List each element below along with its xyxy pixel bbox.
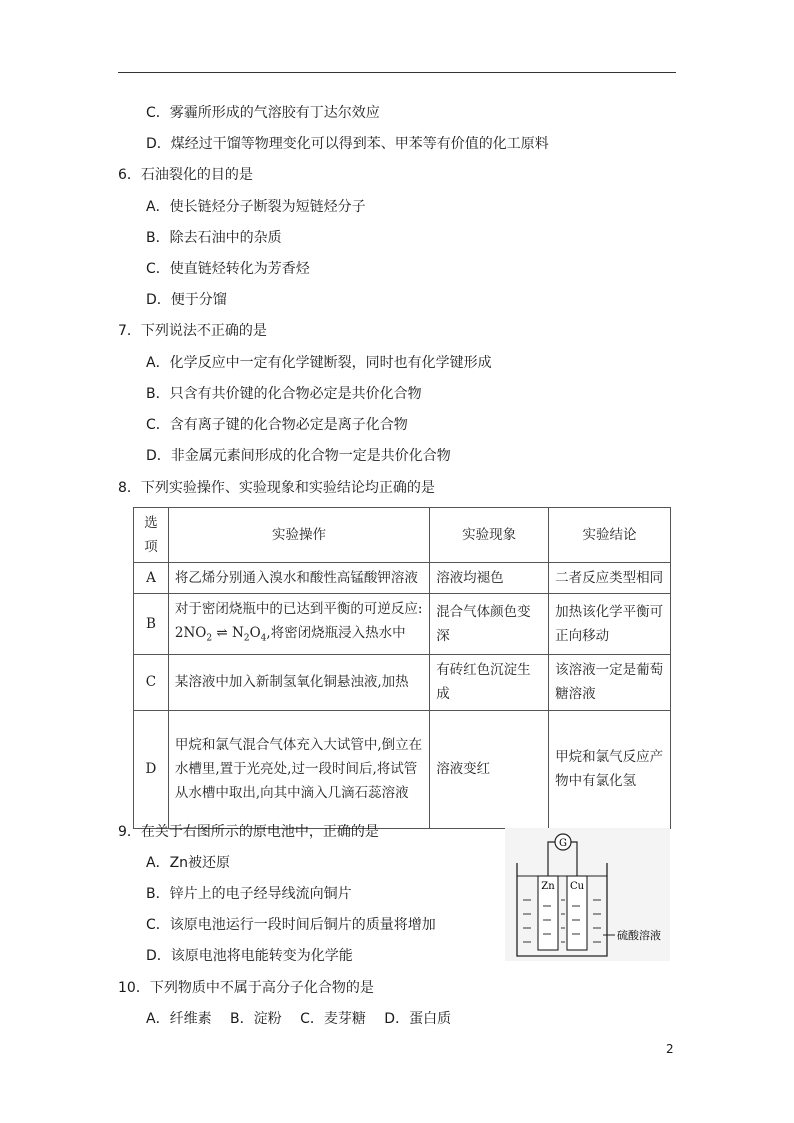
header-option: 选项 <box>134 508 169 563</box>
row-phenomenon: 溶液均褪色 <box>430 563 549 594</box>
copper-label: Cu <box>569 881 585 892</box>
q9-stem: 9．在关于右图所示的原电池中，正确的是 <box>118 824 379 840</box>
row-label: C <box>134 654 169 710</box>
row-label: A <box>134 563 169 594</box>
operation-rest: ,将密闭烧瓶浸入热水中 <box>266 625 406 641</box>
q6-option-b: B．除去石油中的杂质 <box>146 230 282 246</box>
q7-option-c: C．含有离子键的化合物必定是离子化合物 <box>146 417 408 433</box>
table-header-row <box>134 508 671 563</box>
operation-line1: 对于密闭烧瓶中的已达到平衡的可逆反应: <box>174 601 423 617</box>
row-operation: 甲烷和氯气混合气体充入大试管中,倒立在水槽里,置于光亮处,过一段时间后,将试管从水槽中取出,向其中滴入几滴石蕊溶液 <box>168 710 429 828</box>
q6-option-c: C．使直链烃转化为芳香烃 <box>146 261 310 277</box>
equilibrium-arrow: ⇌ <box>216 625 228 641</box>
page-number: 2 <box>666 1042 674 1056</box>
equation-oxygen: O <box>249 625 261 641</box>
row-operation: 某溶液中加入新制氢氧化铜悬浊液,加热 <box>168 654 429 710</box>
equation-subscript: 2 <box>243 633 250 644</box>
row-phenomenon: 溶液变红 <box>430 710 549 828</box>
row-phenomenon: 有砖红色沉淀生成 <box>430 654 549 710</box>
q9-option-b: B．锌片上的电子经导线流向铜片 <box>146 886 352 902</box>
row-conclusion: 该溶液一定是葡萄糖溶液 <box>549 654 671 710</box>
equation-subscript: 4 <box>260 633 267 644</box>
q8-stem: 8．下列实验操作、实验现象和实验结论均正确的是 <box>118 480 435 496</box>
galvanometer-label: G <box>559 838 567 849</box>
table-row <box>134 654 671 710</box>
table-row <box>134 710 671 828</box>
q9-option-a: A．Zn被还原 <box>146 855 231 871</box>
q6-option-d: D．便于分馏 <box>146 292 227 308</box>
q7-stem: 7．下列说法不正确的是 <box>118 323 267 339</box>
q7-option-b: B．只含有共价键的化合物必定是共价化合物 <box>146 386 422 402</box>
row-label: D <box>134 710 169 828</box>
header-operation: 实验操作 <box>168 508 429 563</box>
header-phenomenon: 实验现象 <box>430 508 549 563</box>
header-conclusion: 实验结论 <box>549 508 671 563</box>
row-conclusion: 甲烷和氯气反应产物中有氯化氢 <box>549 710 671 828</box>
row-conclusion: 二者反应类型相同 <box>549 563 671 594</box>
row-conclusion: 加热该化学平衡可正向移动 <box>549 594 671 655</box>
zinc-label: Zn <box>541 881 555 892</box>
row-phenomenon: 混合气体颜色变深 <box>430 594 549 655</box>
q10-options: A．纤维素 B．淀粉 C．麦芽糖 D．蛋白质 <box>146 1011 452 1027</box>
equation-right: N <box>232 625 244 641</box>
q10-stem: 10．下列物质中不属于高分子化合物的是 <box>118 980 374 996</box>
q5-option-d: D．煤经过干馏等物理变化可以得到苯、甲苯等有价值的化工原料 <box>146 136 549 152</box>
q6-option-a: A．使长链烃分子断裂为短链烃分子 <box>146 199 366 215</box>
q9-option-c: C．该原电池运行一段时间后铜片的质量将增加 <box>146 917 436 933</box>
header-rule <box>118 72 676 73</box>
equation-left: 2NO <box>174 625 207 641</box>
q5-option-c: C．雾霾所形成的气溶胶有丁达尔效应 <box>146 105 380 121</box>
q9-option-d: D．该原电池将电能转变为化学能 <box>146 948 353 964</box>
q6-stem: 6．石油裂化的目的是 <box>118 167 253 183</box>
q7-option-d: D．非金属元素间形成的化合物一定是共价化合物 <box>146 448 451 464</box>
experiment-table <box>133 507 671 829</box>
row-label: B <box>134 594 169 655</box>
galvanic-cell-figure <box>505 828 670 961</box>
row-operation <box>168 594 429 655</box>
equation-subscript: 2 <box>206 633 213 644</box>
solution-label: 硫酸溶液 <box>617 929 661 942</box>
table-row <box>134 594 671 655</box>
row-operation: 将乙烯分别通入溴水和酸性高锰酸钾溶液 <box>168 563 429 594</box>
q7-option-a: A．化学反应中一定有化学键断裂，同时也有化学键形成 <box>146 355 492 371</box>
table-row <box>134 563 671 594</box>
